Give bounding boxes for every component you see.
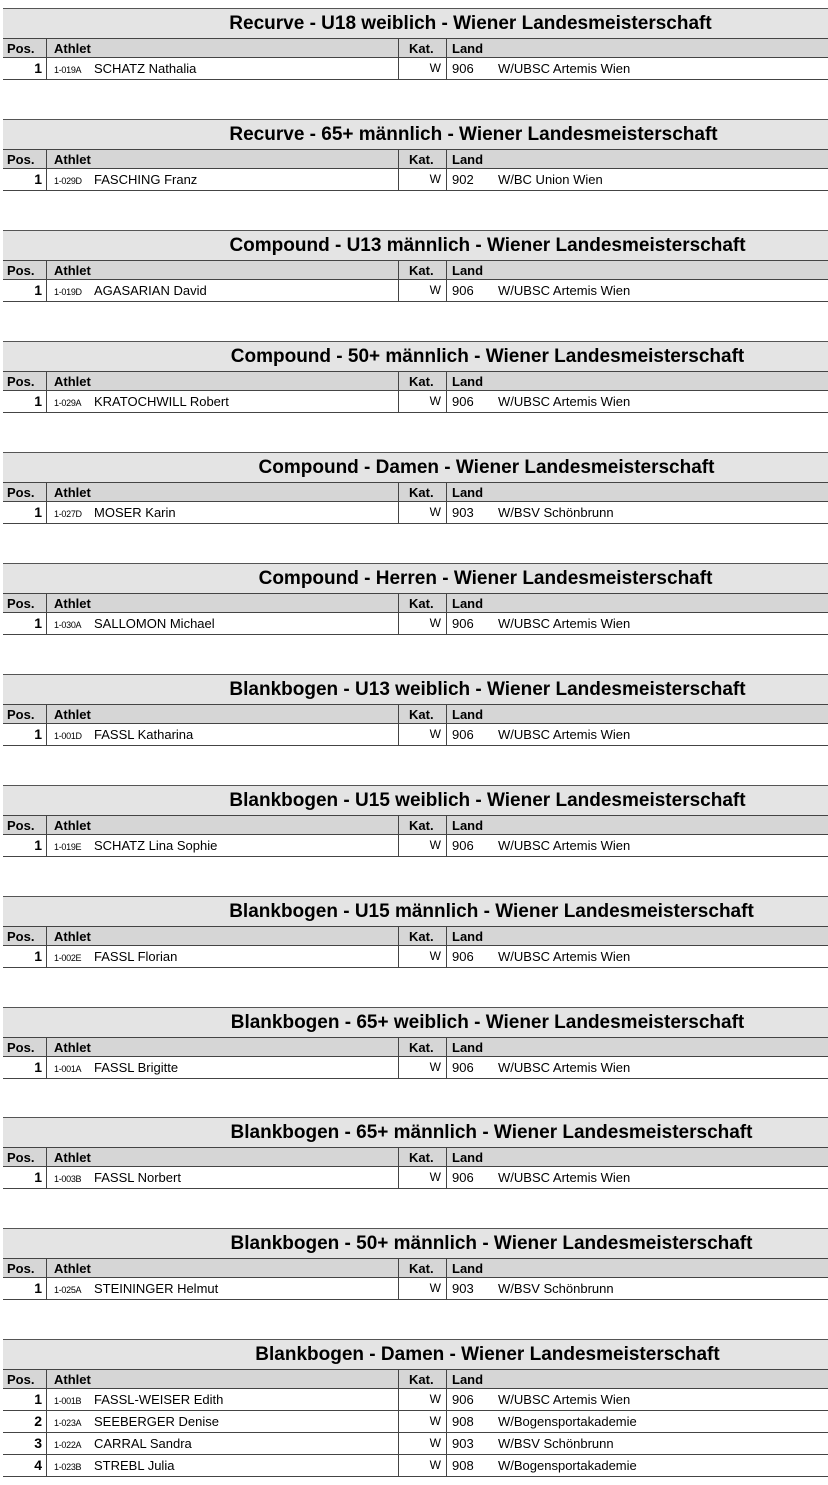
club-name: W/Bogensportakademie: [498, 1458, 637, 1473]
table-header: [3, 371, 828, 391]
section-title: [3, 563, 828, 593]
position-cell: 1: [3, 1057, 47, 1078]
category-cell: W: [399, 946, 447, 967]
club-cell: [447, 946, 828, 967]
header-kat: Kat.: [399, 39, 447, 57]
athlete-cell: [47, 1411, 399, 1432]
club-name: W/UBSC Artemis Wien: [498, 283, 631, 298]
section-title: [3, 896, 828, 926]
athlete-name: SCHATZ Lina Sophie: [94, 838, 218, 853]
position-cell: 1: [3, 724, 47, 745]
header-athlet: Athlet: [47, 705, 399, 723]
club-name: W/UBSC Artemis Wien: [498, 727, 631, 742]
target-code: 1-025A: [54, 1285, 82, 1295]
header-kat: Kat.: [399, 927, 447, 945]
club-code: 902: [452, 172, 474, 187]
athlete-name: FASSL Katharina: [94, 727, 194, 742]
category-cell: W: [399, 613, 447, 634]
header-land: Land: [452, 929, 484, 944]
athlete-name: FASCHING Franz: [94, 172, 198, 187]
club-name: W/UBSC Artemis Wien: [498, 1060, 631, 1075]
header-athlet: Athlet: [47, 594, 399, 612]
table-row: [3, 1433, 828, 1455]
club-name: W/UBSC Artemis Wien: [498, 949, 631, 964]
target-code: 1-029A: [54, 398, 82, 408]
header-athlet: Athlet: [47, 816, 399, 834]
result-section: [3, 8, 828, 80]
result-section: [3, 1339, 828, 1477]
result-section: [3, 452, 828, 524]
section-title: [3, 674, 828, 704]
table-row: [3, 724, 828, 746]
section-title: [3, 119, 828, 149]
athlete-name: SEEBERGER Denise: [94, 1414, 219, 1429]
club-cell: [447, 1433, 828, 1454]
header-pos: Pos.: [3, 705, 47, 723]
section-title: [3, 341, 828, 371]
club-name: W/UBSC Artemis Wien: [498, 838, 631, 853]
section-title-text: Compound - Damen - Wiener Landesmeisterschaft: [258, 457, 715, 478]
athlete-name: FASSL Norbert: [94, 1170, 181, 1185]
section-title: [3, 1007, 828, 1037]
athlete-cell: [47, 835, 399, 856]
category-cell: W: [399, 1057, 447, 1078]
target-code: 1-023B: [54, 1462, 82, 1472]
athlete-name: FASSL Florian: [94, 949, 178, 964]
target-code: 1-002E: [54, 953, 82, 963]
section-title: [3, 785, 828, 815]
athlete-cell: [47, 946, 399, 967]
athlete-cell: [47, 1455, 399, 1476]
header-athlet: Athlet: [47, 261, 399, 279]
result-section: [3, 1117, 828, 1189]
table-row: [3, 502, 828, 524]
club-cell: [447, 1455, 828, 1476]
table-header: [3, 1258, 828, 1278]
header-land: Land: [452, 263, 484, 278]
header-land: Land: [452, 374, 484, 389]
target-code: 1-003B: [54, 1174, 82, 1184]
club-name: W/Bogensportakademie: [498, 1414, 637, 1429]
club-code: 906: [452, 1060, 474, 1075]
target-code: 1-023A: [54, 1418, 82, 1428]
table-row: [3, 1278, 828, 1300]
club-cell: [447, 1167, 828, 1188]
section-title-text: Compound - Herren - Wiener Landesmeisterschaft: [258, 568, 713, 589]
category-cell: W: [399, 1411, 447, 1432]
table-header: [3, 149, 828, 169]
category-cell: W: [399, 1278, 447, 1299]
club-code: 903: [452, 1281, 474, 1296]
table-header: [3, 1147, 828, 1167]
target-code: 1-001D: [54, 731, 82, 741]
header-land: Land: [452, 1372, 484, 1387]
result-section: [3, 563, 828, 635]
header-pos: Pos.: [3, 1038, 47, 1056]
header-pos: Pos.: [3, 594, 47, 612]
result-section: [3, 674, 828, 746]
target-code: 1-019A: [54, 65, 82, 75]
club-cell: [447, 502, 828, 523]
athlete-name: KRATOCHWILL Robert: [94, 394, 229, 409]
athlete-cell: [47, 1167, 399, 1188]
header-kat: Kat.: [399, 150, 447, 168]
header-athlet: Athlet: [47, 1148, 399, 1166]
table-row: [3, 391, 828, 413]
category-cell: W: [399, 724, 447, 745]
header-athlet: Athlet: [47, 1259, 399, 1277]
club-name: W/UBSC Artemis Wien: [498, 394, 631, 409]
club-cell: [447, 835, 828, 856]
athlete-name: STREBL Julia: [94, 1458, 175, 1473]
athlete-name: FASSL-WEISER Edith: [94, 1392, 224, 1407]
athlete-cell: [47, 1389, 399, 1410]
table-row: [3, 58, 828, 80]
header-land: Land: [452, 1040, 484, 1055]
section-title: [3, 1228, 828, 1258]
section-title: [3, 452, 828, 482]
club-code: 906: [452, 616, 474, 631]
club-cell: [447, 1057, 828, 1078]
club-code: 906: [452, 1170, 474, 1185]
club-code: 906: [452, 394, 474, 409]
category-cell: W: [399, 169, 447, 190]
header-kat: Kat.: [399, 1370, 447, 1388]
table-row: [3, 1389, 828, 1411]
club-code: 908: [452, 1414, 474, 1429]
target-code: 1-019D: [54, 287, 82, 297]
club-cell: [447, 169, 828, 190]
athlete-name: AGASARIAN David: [94, 283, 207, 298]
target-code: 1-027D: [54, 509, 82, 519]
position-cell: 1: [3, 835, 47, 856]
section-title-text: Recurve - U18 weiblich - Wiener Landesmeisterschaft: [229, 13, 712, 34]
target-code: 1-019E: [54, 842, 82, 852]
table-row: [3, 1167, 828, 1189]
club-code: 906: [452, 61, 474, 76]
club-name: W/UBSC Artemis Wien: [498, 1170, 631, 1185]
header-pos: Pos.: [3, 927, 47, 945]
table-row: [3, 1411, 828, 1433]
table-header: [3, 38, 828, 58]
club-cell: [447, 280, 828, 301]
section-title-text: Blankbogen - U15 männlich - Wiener Landesmeisterschaft: [229, 901, 754, 922]
header-athlet: Athlet: [47, 150, 399, 168]
header-pos: Pos.: [3, 150, 47, 168]
athlete-name: FASSL Brigitte: [94, 1060, 179, 1075]
header-kat: Kat.: [399, 372, 447, 390]
table-header: [3, 482, 828, 502]
result-section: [3, 785, 828, 857]
athlete-name: SALLOMON Michael: [94, 616, 215, 631]
target-code: 1-001B: [54, 1396, 82, 1406]
club-cell: [447, 1389, 828, 1410]
table-row: [3, 169, 828, 191]
category-cell: W: [399, 502, 447, 523]
section-title-text: Blankbogen - U15 weiblich - Wiener Landesmeisterschaft: [229, 790, 746, 811]
club-name: W/BSV Schönbrunn: [498, 1281, 614, 1296]
header-athlet: Athlet: [47, 372, 399, 390]
target-code: 1-029D: [54, 176, 82, 186]
position-cell: 1: [3, 1278, 47, 1299]
club-name: W/UBSC Artemis Wien: [498, 616, 631, 631]
table-header: [3, 926, 828, 946]
header-kat: Kat.: [399, 1148, 447, 1166]
athlete-cell: [47, 724, 399, 745]
club-cell: [447, 1411, 828, 1432]
club-code: 906: [452, 1392, 474, 1407]
section-title-text: Blankbogen - Damen - Wiener Landesmeisterschaft: [255, 1344, 720, 1365]
club-code: 906: [452, 283, 474, 298]
header-land: Land: [452, 485, 484, 500]
position-cell: 1: [3, 502, 47, 523]
result-section: [3, 1007, 828, 1079]
athlete-cell: [47, 58, 399, 79]
athlete-cell: [47, 1057, 399, 1078]
athlete-name: SCHATZ Nathalia: [94, 61, 197, 76]
header-athlet: Athlet: [47, 1038, 399, 1056]
target-code: 1-030A: [54, 620, 82, 630]
header-land: Land: [452, 707, 484, 722]
header-kat: Kat.: [399, 483, 447, 501]
athlete-cell: [47, 280, 399, 301]
athlete-cell: [47, 1278, 399, 1299]
club-name: W/BC Union Wien: [498, 172, 603, 187]
section-title-text: Compound - U13 männlich - Wiener Landesmeisterschaft: [229, 235, 746, 256]
category-cell: W: [399, 391, 447, 412]
table-header: [3, 1369, 828, 1389]
header-athlet: Athlet: [47, 483, 399, 501]
category-cell: W: [399, 1167, 447, 1188]
table-row: [3, 835, 828, 857]
athlete-name: MOSER Karin: [94, 505, 176, 520]
position-cell: 1: [3, 391, 47, 412]
club-code: 906: [452, 838, 474, 853]
section-title: [3, 1117, 828, 1147]
table-row: [3, 280, 828, 302]
result-section: [3, 896, 828, 968]
header-athlet: Athlet: [47, 1370, 399, 1388]
category-cell: W: [399, 58, 447, 79]
header-athlet: Athlet: [47, 39, 399, 57]
target-code: 1-001A: [54, 1064, 82, 1074]
result-section: [3, 341, 828, 413]
header-pos: Pos.: [3, 372, 47, 390]
header-pos: Pos.: [3, 39, 47, 57]
table-header: [3, 260, 828, 280]
position-cell: 1: [3, 613, 47, 634]
club-cell: [447, 724, 828, 745]
result-section: [3, 119, 828, 191]
table-header: [3, 704, 828, 724]
position-cell: 2: [3, 1411, 47, 1432]
table-row: [3, 613, 828, 635]
section-title: [3, 8, 828, 38]
table-row: [3, 946, 828, 968]
header-kat: Kat.: [399, 261, 447, 279]
section-title: [3, 230, 828, 260]
section-title-text: Recurve - 65+ männlich - Wiener Landesmeisterschaft: [229, 124, 718, 145]
athlete-name: STEININGER Helmut: [94, 1281, 219, 1296]
position-cell: 1: [3, 1167, 47, 1188]
header-kat: Kat.: [399, 705, 447, 723]
club-cell: [447, 391, 828, 412]
position-cell: 3: [3, 1433, 47, 1454]
header-land: Land: [452, 1150, 484, 1165]
position-cell: 1: [3, 169, 47, 190]
position-cell: 1: [3, 946, 47, 967]
section-title-text: Blankbogen - 50+ männlich - Wiener Landesmeisterschaft: [230, 1233, 753, 1254]
section-title-text: Blankbogen - U13 weiblich - Wiener Landesmeisterschaft: [229, 679, 746, 700]
header-kat: Kat.: [399, 1038, 447, 1056]
athlete-cell: [47, 1433, 399, 1454]
athlete-cell: [47, 613, 399, 634]
position-cell: 1: [3, 1389, 47, 1410]
section-title: [3, 1339, 828, 1369]
table-header: [3, 815, 828, 835]
athlete-cell: [47, 502, 399, 523]
header-pos: Pos.: [3, 1259, 47, 1277]
header-pos: Pos.: [3, 483, 47, 501]
header-land: Land: [452, 41, 484, 56]
section-title-text: Blankbogen - 65+ weiblich - Wiener Landesmeisterschaft: [230, 1012, 745, 1033]
club-name: W/BSV Schönbrunn: [498, 1436, 614, 1451]
header-kat: Kat.: [399, 1259, 447, 1277]
header-kat: Kat.: [399, 816, 447, 834]
position-cell: 4: [3, 1455, 47, 1476]
club-cell: [447, 1278, 828, 1299]
position-cell: 1: [3, 58, 47, 79]
header-pos: Pos.: [3, 816, 47, 834]
header-land: Land: [452, 152, 484, 167]
table-row: [3, 1057, 828, 1079]
category-cell: W: [399, 1433, 447, 1454]
header-pos: Pos.: [3, 1370, 47, 1388]
club-code: 903: [452, 1436, 474, 1451]
header-land: Land: [452, 596, 484, 611]
club-cell: [447, 58, 828, 79]
target-code: 1-022A: [54, 1440, 82, 1450]
category-cell: W: [399, 280, 447, 301]
header-pos: Pos.: [3, 1148, 47, 1166]
club-name: W/UBSC Artemis Wien: [498, 1392, 631, 1407]
section-title-text: Blankbogen - 65+ männlich - Wiener Landesmeisterschaft: [230, 1122, 753, 1143]
header-pos: Pos.: [3, 261, 47, 279]
athlete-name: CARRAL Sandra: [94, 1436, 192, 1451]
athlete-cell: [47, 391, 399, 412]
athlete-cell: [47, 169, 399, 190]
club-cell: [447, 613, 828, 634]
header-athlet: Athlet: [47, 927, 399, 945]
result-section: [3, 230, 828, 302]
position-cell: 1: [3, 280, 47, 301]
category-cell: W: [399, 835, 447, 856]
club-code: 906: [452, 727, 474, 742]
result-section: [3, 1228, 828, 1300]
table-header: [3, 593, 828, 613]
category-cell: W: [399, 1389, 447, 1410]
club-name: W/BSV Schönbrunn: [498, 505, 614, 520]
table-row: [3, 1455, 828, 1477]
table-header: [3, 1037, 828, 1057]
section-title-text: Compound - 50+ männlich - Wiener Landesmeisterschaft: [230, 346, 745, 367]
header-land: Land: [452, 818, 484, 833]
club-code: 906: [452, 949, 474, 964]
category-cell: W: [399, 1455, 447, 1476]
club-name: W/UBSC Artemis Wien: [498, 61, 631, 76]
header-kat: Kat.: [399, 594, 447, 612]
club-code: 908: [452, 1458, 474, 1473]
club-code: 903: [452, 505, 474, 520]
header-land: Land: [452, 1261, 484, 1276]
